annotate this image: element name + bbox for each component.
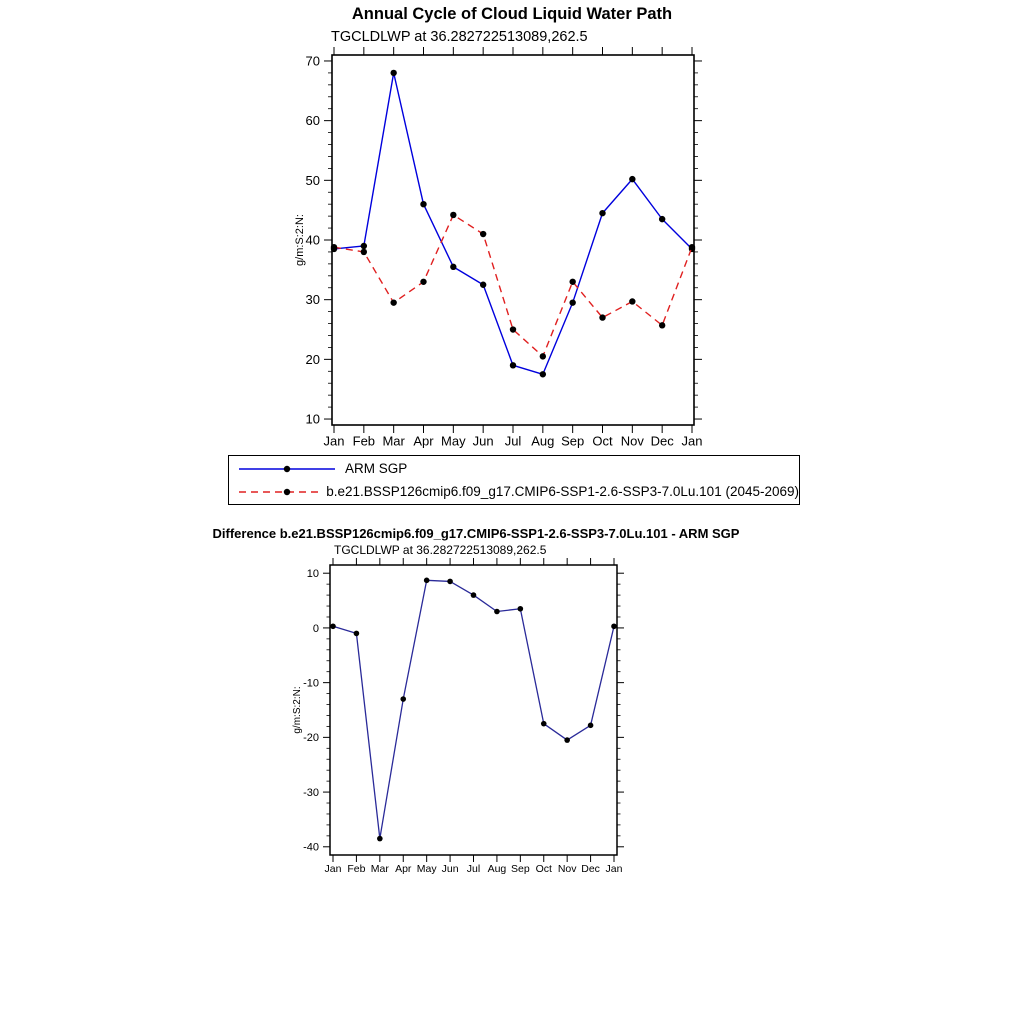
svg-text:May: May <box>441 433 466 449</box>
legend-marker-icon <box>284 488 290 494</box>
svg-text:30: 30 <box>305 292 320 308</box>
svg-text:10: 10 <box>306 568 319 581</box>
svg-text:-30: -30 <box>303 786 319 799</box>
svg-text:g/m:S:2:N:: g/m:S:2:N: <box>294 214 306 266</box>
svg-text:Aug: Aug <box>487 862 507 875</box>
svg-text:Jun: Jun <box>472 433 494 449</box>
top-chart-title: Annual Cycle of Cloud Liquid Water Path <box>351 5 673 23</box>
svg-text:Feb: Feb <box>347 862 366 875</box>
top-chart <box>240 45 730 457</box>
svg-text:60: 60 <box>305 113 320 129</box>
legend-item-arm-sgp <box>237 457 799 480</box>
svg-text:Nov: Nov <box>620 433 644 449</box>
svg-text:Oct: Oct <box>592 433 613 449</box>
svg-text:Sep: Sep <box>510 862 530 875</box>
diff-chart-title: Difference b.e21.BSSP126cmip6.f09_g17.CMIP6-SSP1-2.6-SSP3-7.0Lu.101 - ARM SGP <box>212 526 740 541</box>
diff-chart-subtitle: TGCLDLWP at 36.282722513089,262.5 <box>334 543 547 557</box>
svg-text:-40: -40 <box>303 841 319 854</box>
svg-text:0: 0 <box>312 622 319 635</box>
svg-text:Apr: Apr <box>395 862 412 875</box>
svg-text:Jan: Jan <box>323 433 345 449</box>
svg-text:Feb: Feb <box>352 433 376 449</box>
svg-text:Jul: Jul <box>504 433 522 449</box>
svg-text:g/m:S:2:N:: g/m:S:2:N: <box>292 686 303 734</box>
svg-text:May: May <box>416 862 437 875</box>
svg-text:Dec: Dec <box>581 862 600 875</box>
svg-text:50: 50 <box>305 172 320 188</box>
svg-text:70: 70 <box>305 53 320 69</box>
svg-text:Jun: Jun <box>441 862 459 875</box>
svg-text:Oct: Oct <box>535 862 552 875</box>
svg-text:Mar: Mar <box>382 433 405 449</box>
svg-text:-10: -10 <box>303 677 319 690</box>
legend-line-sample-solid <box>237 459 337 479</box>
legend-label-arm-sgp: ARM SGP <box>345 461 408 476</box>
svg-text:Mar: Mar <box>370 862 389 875</box>
svg-text:Aug: Aug <box>531 433 555 449</box>
svg-text:10: 10 <box>305 411 320 427</box>
svg-text:Jul: Jul <box>466 862 481 875</box>
svg-text:Jan: Jan <box>681 433 703 449</box>
legend-item-model-run <box>237 480 799 503</box>
svg-text:Sep: Sep <box>561 433 585 449</box>
svg-text:-20: -20 <box>303 732 319 745</box>
top-chart-subtitle: TGCLDLWP at 36.282722513089,262.5 <box>331 29 588 45</box>
svg-text:Jan: Jan <box>605 862 623 875</box>
legend-box <box>228 455 800 505</box>
svg-text:Jan: Jan <box>324 862 342 875</box>
svg-text:20: 20 <box>305 351 320 367</box>
legend-label-model-run: b.e21.BSSP126cmip6.f09_g17.CMIP6-SSP1-2.6-SSP3-7.0Lu.101 (2045-2069) <box>326 484 799 499</box>
svg-text:Apr: Apr <box>413 433 434 449</box>
legend-line-sample-dashed <box>237 482 318 502</box>
legend-marker-icon <box>284 465 290 471</box>
svg-text:40: 40 <box>305 232 320 248</box>
diff-chart <box>240 557 690 877</box>
svg-text:Dec: Dec <box>650 433 674 449</box>
svg-text:Nov: Nov <box>557 862 577 875</box>
